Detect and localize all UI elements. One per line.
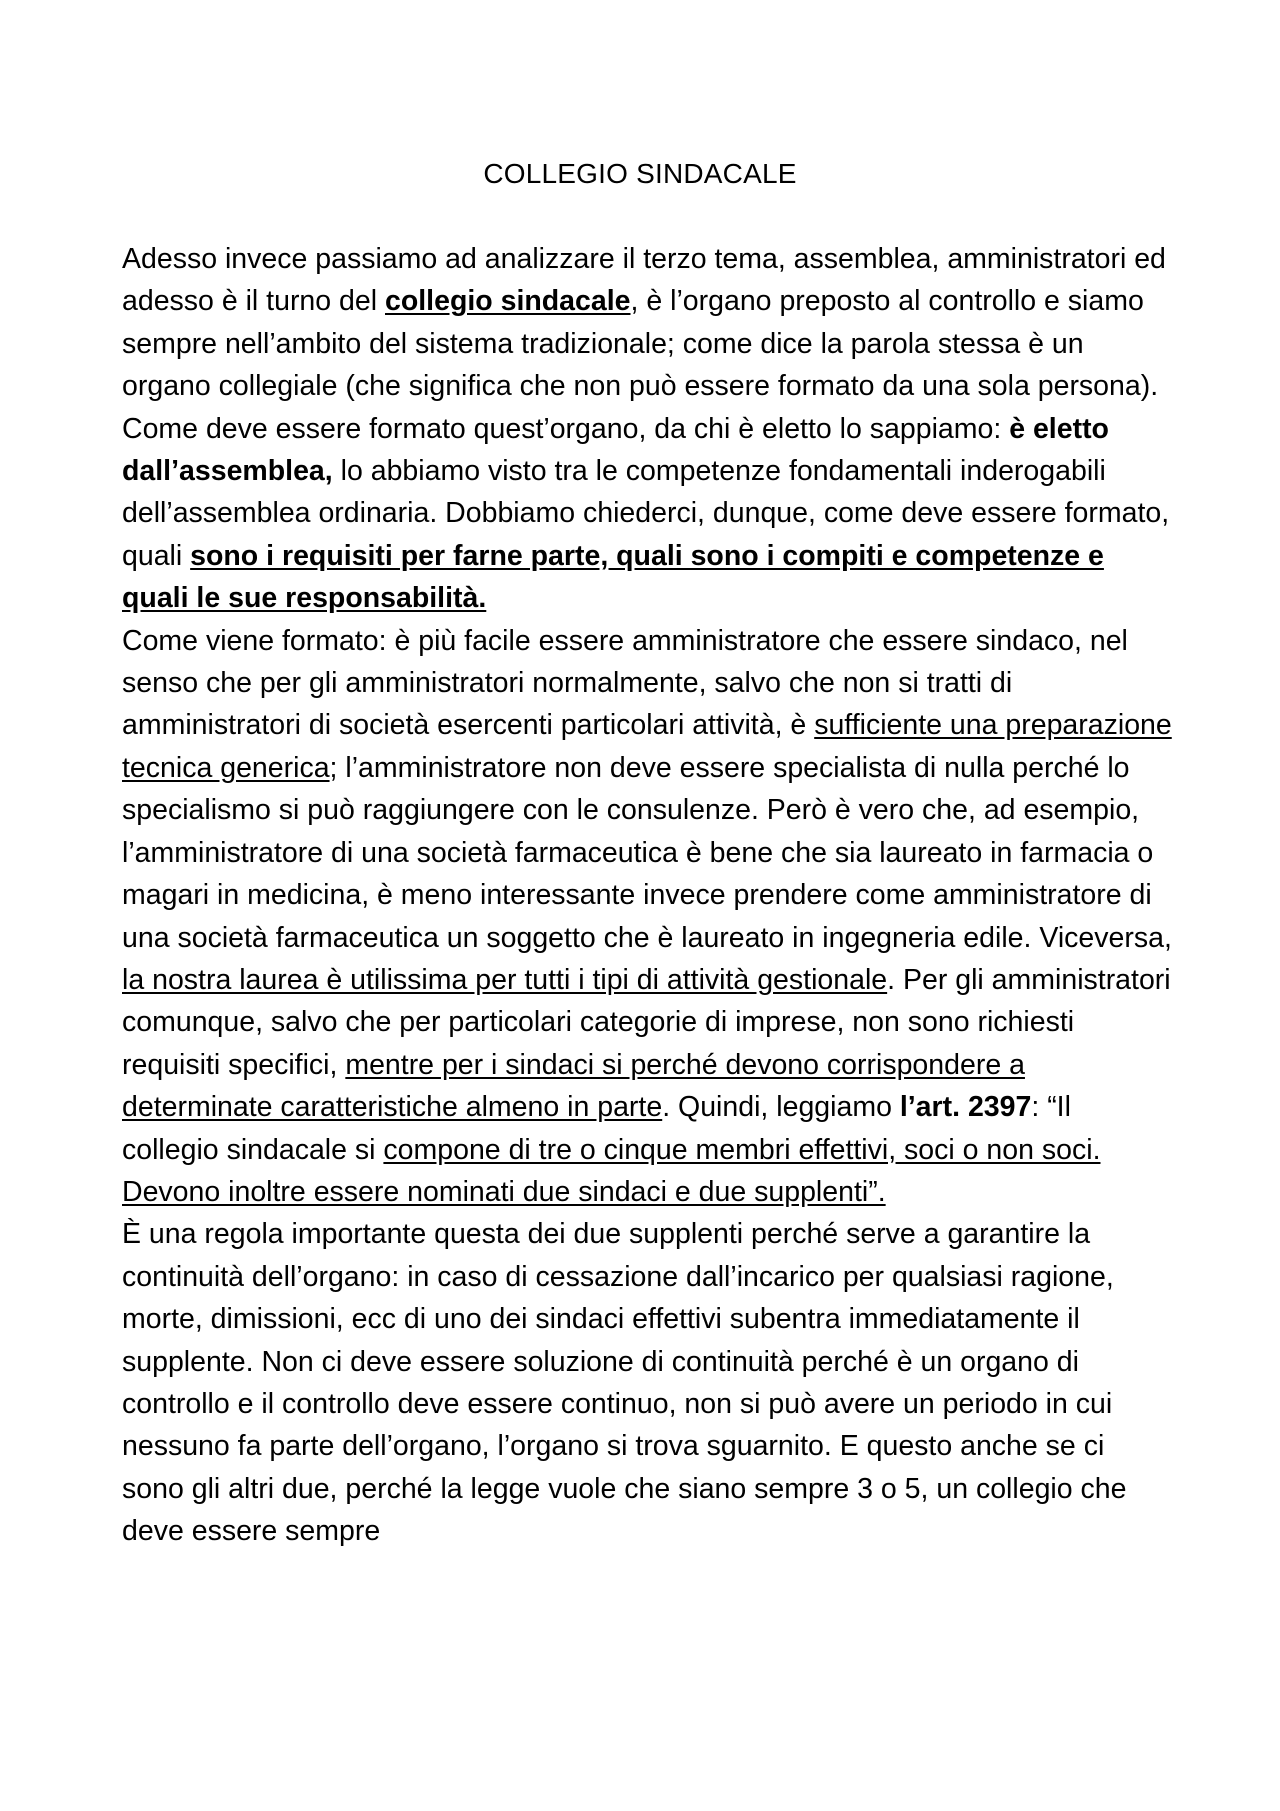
text-run: . Quindi, leggiamo bbox=[662, 1091, 900, 1124]
page-title: COLLEGIO SINDACALE bbox=[483, 158, 797, 189]
text-run: : “Il collegio sindacale si bbox=[122, 1091, 1071, 1166]
text-run: lo abbiamo visto tra le competenze fondamentali inderogabili dell’assemblea ordinaria. Dobbiamo chiederci, dunque, come deve essere formato, quali bbox=[122, 455, 1170, 572]
text-run: . Per gli amministratori comunque, salvo che per particolari categorie di imprese, non sono richiesti requisiti specifici, bbox=[122, 963, 1171, 1081]
text-run: collegio sindacale bbox=[385, 285, 631, 318]
paragraph bbox=[122, 620, 1172, 1214]
text-run: sufficiente una preparazione tecnica generica bbox=[122, 709, 1172, 784]
text-run: mentre per i sindaci si perché devono corrispondere a determinate caratteristiche almeno in parte bbox=[122, 1048, 1025, 1124]
document-body bbox=[122, 238, 1172, 1553]
text-run: è eletto dall’assemblea, bbox=[122, 412, 1109, 488]
text-run: compone di tre o cinque membri effettivi, soci o non soci. Devono inoltre essere nominati due sindaci e due supplenti”. bbox=[122, 1133, 1101, 1208]
text-run: Adesso invece passiamo ad analizzare il terzo tema, assemblea, amministratori ed adesso è il turno del bbox=[122, 243, 1166, 318]
text-run: Come viene formato: è più facile essere amministratore che essere sindaco, nel senso che per gli amministratori normalmente, salvo che non si tratti di amministratori di società esercenti particolari attività, è bbox=[122, 624, 1128, 742]
text-run: Come deve essere formato quest’organo, da chi è eletto lo sappiamo: bbox=[122, 412, 1010, 445]
text-run: ; l’amministratore non deve essere specialista di nulla perché lo specialismo si può raggiungere con le consulenze. Però è vero che, ad esempio, l’amministratore di una società farmaceutica è bene che sia laureato in farmacia o magari in medicina, è meno interessante invece prendere come amministratore di una società farmaceutica un soggetto che è laureato in ingegneria edile. Viceversa, bbox=[122, 751, 1172, 954]
paragraph bbox=[122, 408, 1172, 620]
text-run: sono i requisiti per farne parte, quali sono i compiti e competenze e quali le sue responsabilità. bbox=[122, 539, 1104, 615]
text-run: l’art. 2397 bbox=[899, 1091, 1032, 1124]
text-run: la nostra laurea è utilissima per tutti i tipi di attività gestionale bbox=[122, 963, 888, 996]
text-run: , è l’organo preposto al controllo e siamo sempre nell’ambito del sistema tradizionale; come dice la parola stessa è un organo collegiale (che significa che non può essere formato da una sola persona). bbox=[122, 285, 1159, 403]
paragraph bbox=[122, 1213, 1172, 1552]
paragraph bbox=[122, 238, 1172, 408]
text-run: È una regola importante questa dei due supplenti perché serve a garantire la continuità dell’organo: in caso di cessazione dall’incarico per qualsiasi ragione, morte, dimissioni, ecc di uno dei sindaci effettivi subentra immediatamente il supplente. Non ci deve essere soluzione di continuità perché è un organo di controllo e il controllo deve essere continuo, non si può avere un periodo in cui nessuno fa parte dell’organo, l’organo si trova sguarnito. E questo anche se ci sono gli altri due, perché la legge vuole che siano sempre 3 o 5, un collegio che deve essere sempre bbox=[122, 1218, 1127, 1548]
